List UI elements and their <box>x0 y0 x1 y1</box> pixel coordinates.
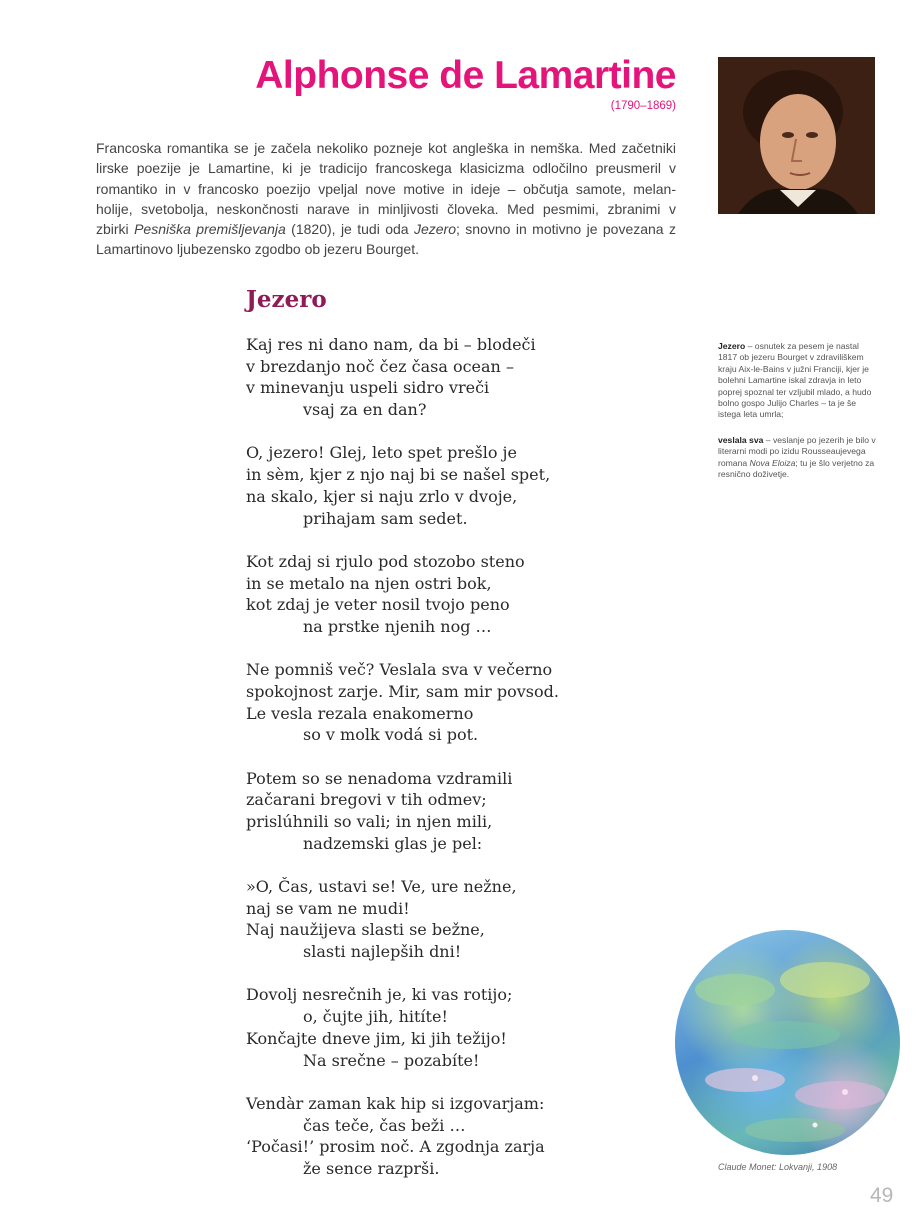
gloss-text: ; tu je šlo verjetno za resnično doživetje. <box>718 457 875 480</box>
monet-water-lilies-image <box>675 930 900 1155</box>
verse-line: na skalo, kjer si naju zrlo v dvoje, <box>246 486 518 506</box>
gloss-term: veslala sva <box>718 435 764 445</box>
verse-line: Končajte dneve jim, ki jih težijo! <box>246 1028 507 1048</box>
stanza <box>246 334 666 421</box>
verse-line: spokojnost zarje. Mir, sam mir povsod. <box>246 681 559 701</box>
verse-line: o, čujte jih, hitíte! <box>303 1007 448 1027</box>
verse-line: začarani bregovi v tih odmev; <box>246 790 487 810</box>
verse-line: na prstke njenih nog … <box>303 616 492 636</box>
verse-line: Kaj res ni dano nam, da bi – blodeči <box>246 335 536 354</box>
verse-line: prislúhnili so vali; in njen mili, <box>246 812 493 832</box>
verse-line: Potem so se nenadoma vzdramili <box>246 768 513 788</box>
verse-line: Ne pomniš več? Veslala sva v večerno <box>246 660 553 680</box>
gloss-note <box>718 435 878 481</box>
verse-line: »O, Čas, ustavi se! Ve, ure nežne, <box>246 877 517 897</box>
stanza <box>246 876 666 963</box>
intro-line: holije, svetobolja, neskončnosti narave in minljivosti človeka. Med pesmimi, zbranimi v <box>96 200 676 217</box>
verse-line: O, jezero! Glej, leto spet prešlo je <box>246 443 517 463</box>
intro-text: ; snovno in motivno je povezana z <box>456 221 676 238</box>
gloss-note <box>718 341 878 421</box>
verse-line: v minevanju uspeli sidro vreči <box>246 378 490 398</box>
intro-line <box>96 219 676 239</box>
stanza <box>246 442 666 529</box>
collection-title: Pesniška premišljevanja <box>134 221 286 238</box>
stanza <box>246 659 666 746</box>
verse-line: so v molk vodá si pot. <box>303 725 479 745</box>
author-years: (1790–1869) <box>610 100 676 112</box>
verse-line: v brezdanjo noč čez časa ocean – <box>246 356 514 376</box>
poem-body <box>246 334 666 1201</box>
verse-line: Vendàr zaman kak hip si izgovarjam: <box>246 1093 545 1113</box>
author-portrait <box>718 57 875 214</box>
verse-line: Dovolj nesrečnih je, ki vas rotijo; <box>246 985 513 1005</box>
verse-line: vsaj za en dan? <box>303 400 427 420</box>
verse-line: Le vesla rezala enakomerno <box>246 703 474 723</box>
gloss-text: – veslanje po jezerih je bilo v literarni modi po izidu Rousseaujevega romana <box>718 435 876 468</box>
verse-line: prihajam sam sedet. <box>303 508 468 528</box>
intro-text: zbirki <box>96 221 135 238</box>
stanza <box>246 1093 666 1180</box>
gloss-text: – osnutek za pesem je nastal 1817 ob jezeru Bourget v zdraviliškem kraju Aix-le-Bains v južni Franciji, kjer je bolehni Lamartine iskal zdravja in leto poprej spoznal ter vzljubil mlado, a hudo bolno gospo Julijo Charles – ta je še istega leta umrla; <box>718 341 872 420</box>
verse-line: Kot zdaj si rjulo pod stozobo steno <box>246 551 525 571</box>
stanza <box>246 984 666 1071</box>
verse-line: ‘Počasi!’ prosim noč. A zgodnja zarja <box>246 1137 545 1157</box>
verse-line: čas teče, čas beži … <box>303 1115 466 1135</box>
verse-line: in sèm, kjer z njo naj bi se našel spet, <box>246 465 551 485</box>
poem-title: Jezero <box>246 286 327 313</box>
verse-line: in se metalo na njen ostri bok, <box>246 573 492 593</box>
stanza <box>246 768 666 855</box>
poem-title-ref: Jezero <box>413 221 457 238</box>
intro-line: Francoska romantika se je začela nekoliko pozneje kot angleška in nemška. Med začetniki <box>96 140 676 156</box>
verse-line: kot zdaj je veter nosil tvojo peno <box>246 595 510 615</box>
verse-line: slasti najlepših dni! <box>303 942 462 962</box>
gloss-term: Jezero <box>718 341 746 351</box>
image-caption: Claude Monet: Lokvanji, 1908 <box>718 1162 838 1172</box>
verse-line: Naj naužijeva slasti se bežne, <box>246 920 485 940</box>
intro-line: lirske poezije je Lamartine, ki je tradicijo francoskega klasicizma odločilno preusmeril v <box>96 160 676 177</box>
author-title: Alphonse de Lamartine <box>255 54 676 97</box>
intro-text: (1820), je tudi oda <box>285 221 414 238</box>
verse-line: naj se vam ne mudi! <box>246 898 410 918</box>
intro-line: Lamartinovo ljubezensko zgodbo ob jezeru Bourget. <box>96 241 419 258</box>
novel-title: Nova Eloiza <box>749 457 796 468</box>
verse-line: že sence razprši. <box>303 1158 440 1178</box>
page-number: 49 <box>870 1184 894 1207</box>
verse-line: nadzemski glas je pel: <box>303 833 483 853</box>
stanza <box>246 551 666 638</box>
intro-paragraph <box>96 138 676 260</box>
intro-line: romantiko in v francosko poezijo vpeljal nove motive in ideje – občutja samote, melan- <box>96 180 676 197</box>
verse-line: Na srečne – pozabíte! <box>303 1050 480 1070</box>
